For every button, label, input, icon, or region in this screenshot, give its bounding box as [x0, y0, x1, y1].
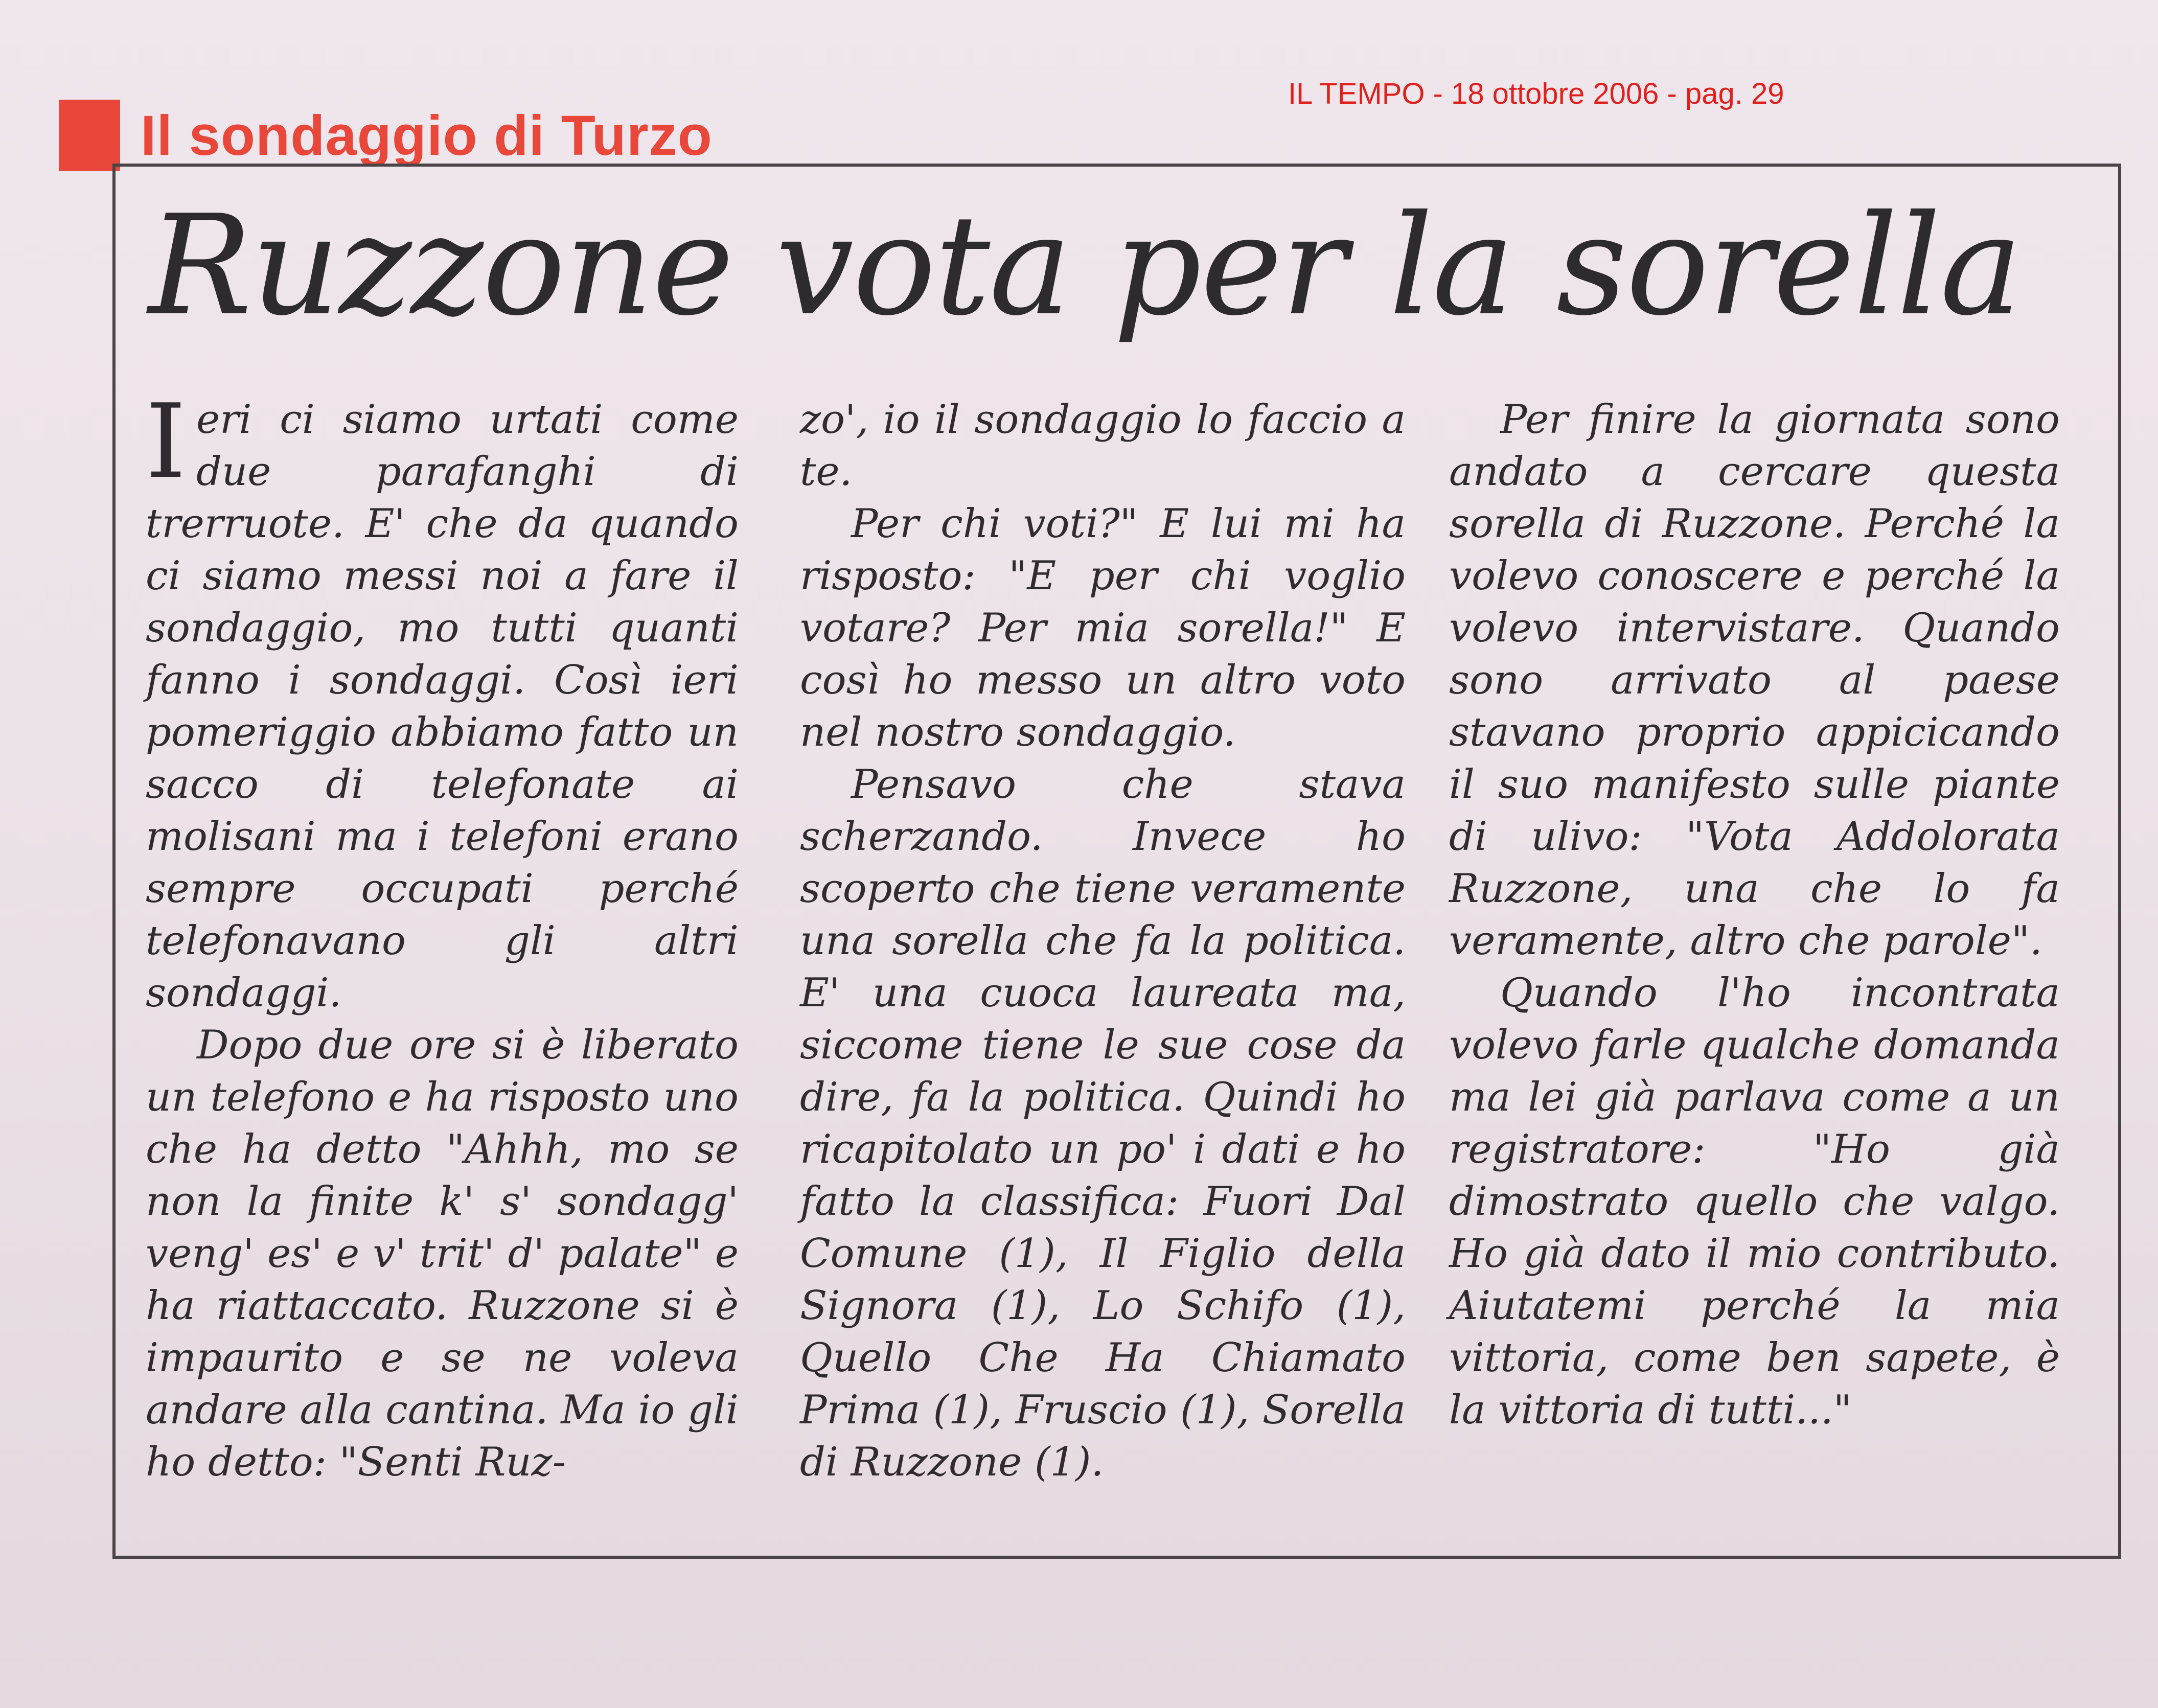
rubric-label: Il sondaggio di Turzo: [141, 104, 713, 167]
paragraph: [146, 382, 739, 1019]
article-column-3: [1449, 394, 2060, 1436]
paragraph: zo', io il sondaggio lo faccio a te.: [800, 397, 1406, 495]
article-column-1: [146, 382, 739, 1488]
paragraph-text: eri ci siamo urtati come due parafanghi di trerruote. E' che da quando ci siamo messi noi a fare il sondaggio, mo tutti quanti fanno i sondaggi. Così ieri pomeriggio abbiamo fatto un sacco di telefonate ai molisani ma i telefoni erano sempre occupati perché telefonavano gli altri sondaggi.: [146, 397, 739, 1016]
drop-cap: I: [146, 382, 187, 501]
article-column-2: [800, 394, 1406, 1488]
paragraph: Per finire la giornata sono andato a cercare questa sorella di Ruzzone. Perché la volevo conoscere e perché la volevo intervistare. Quando sono arrivato al paese stavano proprio appicicando il suo manifesto sulle piante di ulivo: "Vota Addolorata Ruzzone, una che lo fa veramente, altro che parole".: [1449, 397, 2060, 964]
paragraph: Dopo due ore si è liberato un telefono e ha risposto uno che ha detto "Ahhh, mo se non la finite k' s' sondagg' veng' es' e v' trit' d' palate" e ha riattaccato. Ruzzone si è impaurito e se ne voleva andare alla cantina. Ma io gli ho detto: "Senti Ruz-: [146, 1022, 739, 1485]
source-citation: IL TEMPO - 18 ottobre 2006 - pag. 29: [1288, 77, 1784, 110]
paragraph: Pensavo che stava scherzando. Invece ho scoperto che tiene veramente una sorella che fa la politica. E' una cuoca laureata ma, siccome tiene le sue cose da dire, fa la politica. Quindi ho ricapitolato un po' i dati e ho fatto la classifica: Fuori Dal Comune (1), Il Figlio della Signora (1), Lo Schifo (1), Quello Che Ha Chiamato Prima (1), Fruscio (1), Sorella di Ruzzone (1).: [800, 761, 1406, 1485]
section-rubric: [59, 97, 713, 174]
rubric-square-marker: [59, 100, 120, 171]
paragraph: Per chi voti?" E lui mi ha risposto: "E per chi voglio votare? Per mia sorella!" E così ho messo un altro voto nel nostro sondaggio.: [800, 501, 1406, 755]
paragraph: Quando l'ho incontrata volevo farle qualche domanda ma lei già parlava come a un registratore: "Ho già dimostrato quello che valgo. Ho già dato il mio contributo. Aiutatemi perché la mia vittoria, come ben sapete, è la vittoria di tutti...": [1449, 970, 2060, 1433]
article-headline: Ruzzone vota per la sorella: [148, 185, 2022, 346]
